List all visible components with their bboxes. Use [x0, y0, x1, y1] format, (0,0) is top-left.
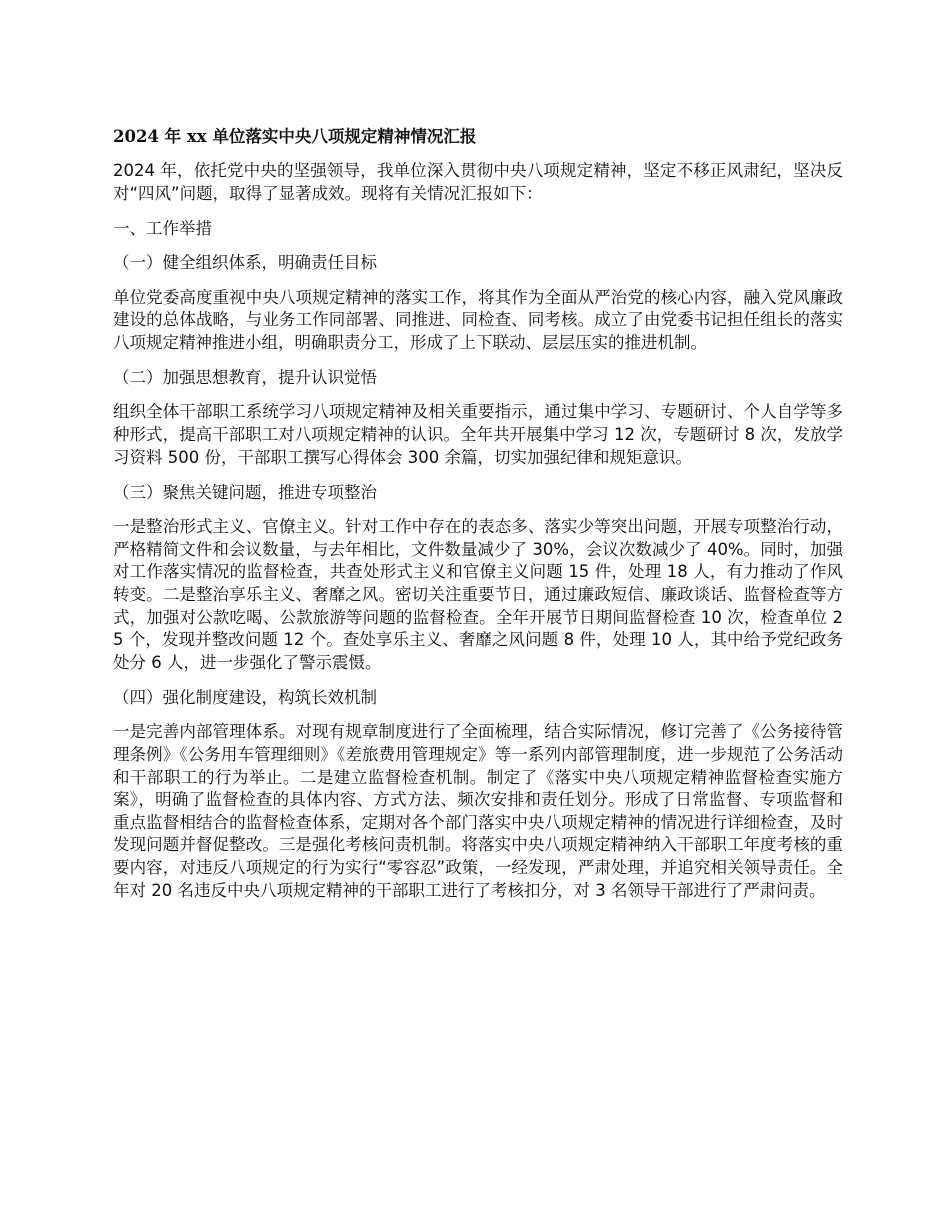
- document-title: 2024 年 xx 单位落实中央八项规定精神情况汇报: [113, 127, 477, 146]
- section-heading-work-measures: 一、工作举措: [113, 218, 212, 238]
- subsection-text-education: 组织全体干部职工系统学习八项规定精神及相关重要指示，通过集中学习、专题研讨、个人自学等多种形式，提高干部职工对八项规定精神的认识。全年共开展集中学习 12 次，专题研讨 8 次，发放学习资料 500 份，干部职工撰写心得体会 300 余篇，切实加强纪律和规矩意识。: [113, 402, 843, 467]
- subsection-text-organization: 单位党委高度重视中央八项规定精神的落实工作，将其作为全面从严治党的核心内容，融入党风廉政建设的总体战略，与业务工作同部署、同推进、同检查、同考核。成立了由党委书记担任组长的落实八项规定精神推进小组，明确职责分工，形成了上下联动、层层压实的推进机制。: [113, 287, 843, 352]
- intro-paragraph: 2024 年，依托党中央的坚强领导，我单位深入贯彻中央八项规定精神，坚定不移正风肃纪，坚决反对“四风”问题，取得了显著成效。现将有关情况汇报如下：: [113, 161, 843, 203]
- subsection-heading-institution: （四）强化制度建设，构筑长效机制: [113, 687, 377, 707]
- subsection-heading-education: （二）加强思想教育，提升认识觉悟: [113, 367, 377, 387]
- document-page: [113, 126, 843, 915]
- subsection-text-institution: 一是完善内部管理体系。对现有规章制度进行了全面梳理，结合实际情况，修订完善了《公务接待管理条例》《公务用车管理细则》《差旅费用管理规定》等一系列内部管理制度，进一步规范了公务活动和干部职工的行为举止。二是建立监督检查机制。制定了《落实中央八项规定精神监督检查实施方案》，明确了监督检查的具体内容、方式方法、频次安排和责任划分。形成了日常监督、专项监督和重点监督相结合的监督检查体系，定期对各个部门落实中央八项规定精神的情况进行详细检查，及时发现问题并督促整改。三是强化考核问责机制。将落实中央八项规定精神纳入干部职工年度考核的重要内容，对违反八项规定的行为实行“零容忍”政策，一经发现，严肃处理，并追究相关领导责任。全年对 20 名违反中央八项规定精神的干部职工进行了考核扣分，对 3 名领导干部进行了严肃问责。: [113, 722, 843, 900]
- subsection-heading-organization: （一）健全组织体系，明确责任目标: [113, 253, 377, 273]
- subsection-text-rectification: 一是整治形式主义、官僚主义。针对工作中存在的表态多、落实少等突出问题，开展专项整治行动，严格精简文件和会议数量，与去年相比，文件数量减少了 30%，会议次数减少了 40%。同时，加强对工作落实情况的监督检查，共查处形式主义和官僚主义问题 15 件，处理 18 人，有力推动了作风转变。二是整治享乐主义、奢靡之风。密切关注重要节日，通过廉政短信、廉政谈话、监督检查等方式，加强对公款吃喝、公款旅游等问题的监督检查。全年开展节日期间监督检查 10 次，检查单位 25 个，发现并整改问题 12 个。查处享乐主义、奢靡之风问题 8 件，处理 10 人，其中给予党纪政务处分 6 人，进一步强化了警示震慑。: [113, 517, 843, 672]
- subsection-heading-rectification: （三）聚焦关键问题，推进专项整治: [113, 482, 377, 502]
